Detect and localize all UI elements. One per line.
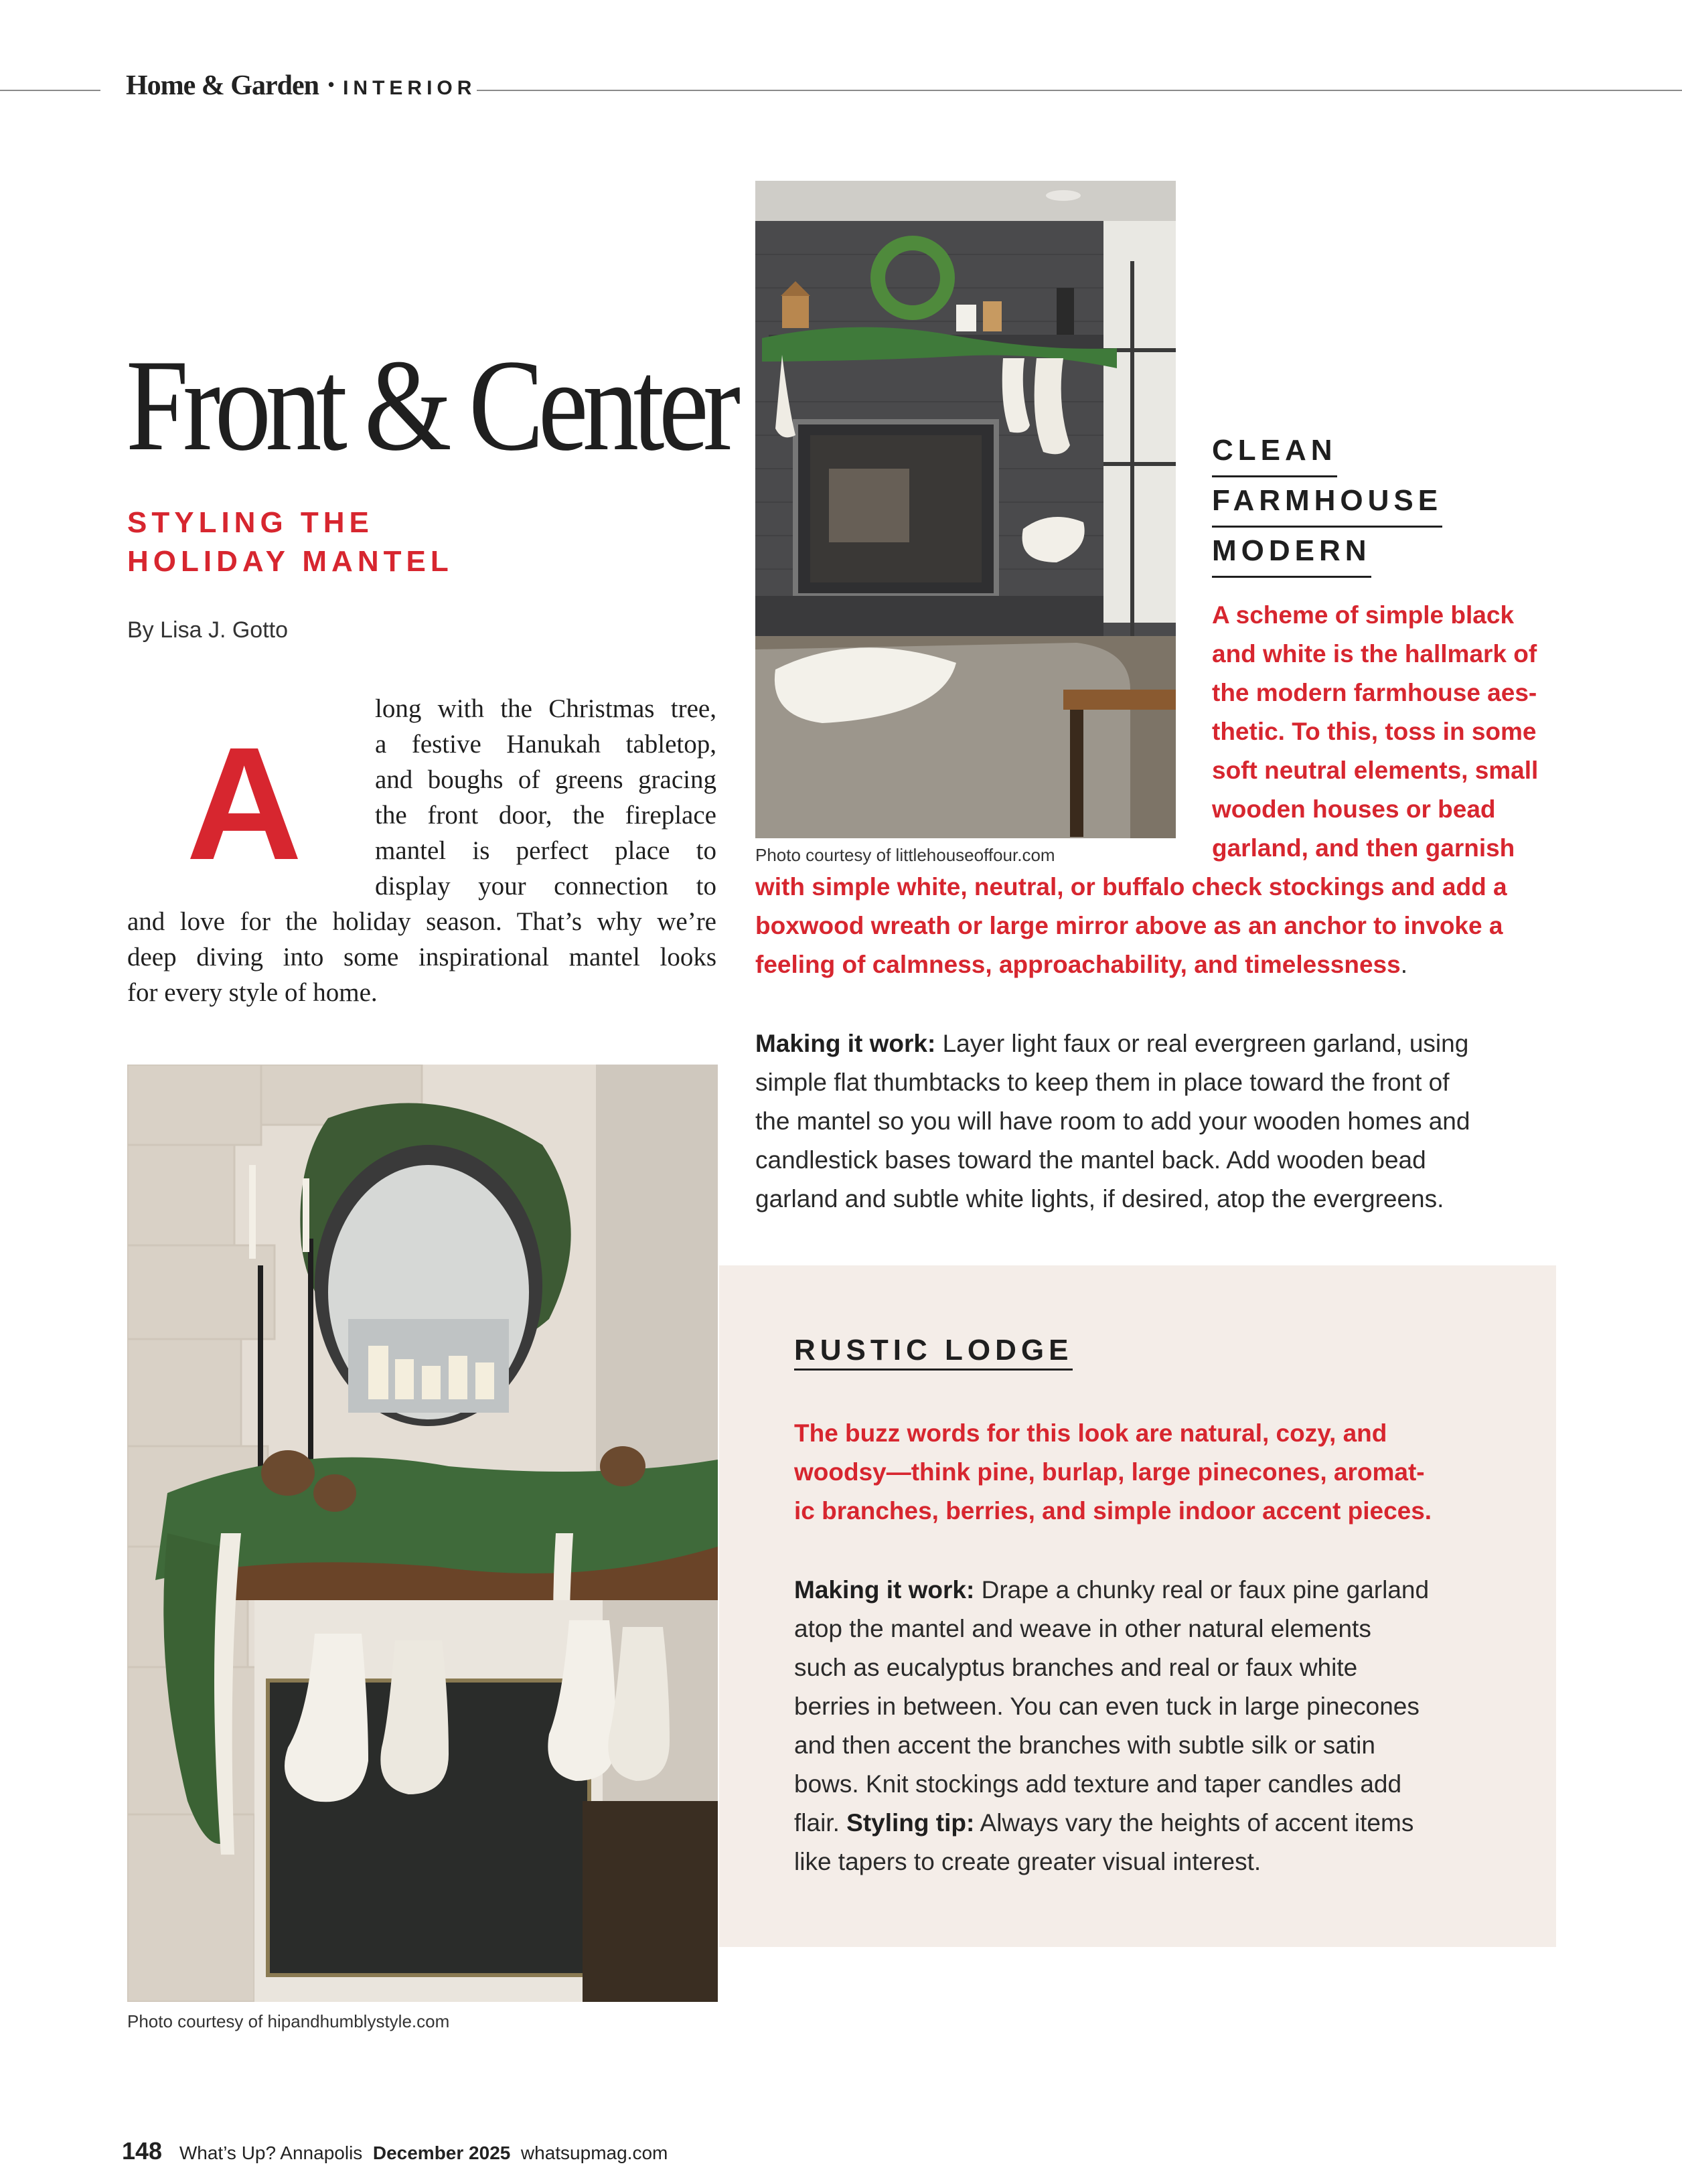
page-number: 148 [122, 2137, 163, 2165]
farmhouse-lead-period: . [1400, 951, 1407, 978]
subtitle-line: HOLIDAY MANTEL [127, 545, 453, 578]
farmhouse-lead-line: wooden houses or bead [1212, 795, 1496, 823]
farmhouse-heading [1212, 427, 1442, 578]
lodge-body-line: such as eucalyptus branches and real or faux white [794, 1654, 1358, 1681]
lodge-mantel-illustration [127, 1065, 718, 2002]
intro-line: deep diving into some inspirational mantel looks [127, 943, 716, 971]
intro-paragraph [127, 691, 716, 1010]
farmhouse-photo-caption: Photo courtesy of littlehouseoffour.com [755, 845, 1055, 865]
lodge-lead [794, 1414, 1537, 1531]
farmhouse-lead-narrow [1212, 596, 1560, 868]
farmhouse-body-line: the mantel so you will have room to add your wooden homes and [755, 1107, 1470, 1135]
article-title: Front & Center [126, 333, 735, 478]
farmhouse-lead-line: and white is the hallmark of [1212, 640, 1537, 668]
intro-line: long with the Christmas tree, [375, 694, 716, 723]
farmhouse-body-line: Layer light faux or real evergreen garland, using [935, 1030, 1469, 1057]
lodge-lead-line: The buzz words for this look are natural, cozy, and [794, 1419, 1387, 1447]
section-header [126, 70, 476, 102]
farmhouse-lead-line: thetic. To this, toss in some [1212, 718, 1537, 745]
farmhouse-mantel-photo [755, 181, 1176, 838]
section-name: Home & Garden [126, 70, 319, 101]
making-it-work-label: Making it work: [794, 1576, 975, 1604]
farmhouse-lead-line: garland, and then garnish [1212, 834, 1515, 862]
making-it-work-label: Making it work: [755, 1030, 936, 1057]
website-link[interactable]: whatsupmag.com [520, 2142, 668, 2163]
byline: By Lisa J. Gotto [127, 617, 288, 643]
lodge-mantel-photo [127, 1065, 718, 2002]
lodge-photo-caption: Photo courtesy of hipandhumblystyle.com [127, 2011, 450, 2031]
header-rule-left [0, 90, 100, 91]
farmhouse-lead-line: the modern farmhouse aes- [1212, 679, 1537, 706]
drop-cap: A [186, 714, 303, 893]
styling-tip-label: Styling tip: [846, 1809, 975, 1837]
lodge-heading-text: RUSTIC LODGE [794, 1334, 1073, 1371]
lodge-lead-line: woodsy—think pine, burlap, large pinecones, aromat- [794, 1458, 1425, 1486]
intro-line: display your connection to [375, 872, 716, 901]
lodge-body-line: atop the mantel and weave in other natural elements [794, 1615, 1371, 1642]
farmhouse-heading-line: FARMHOUSE [1212, 477, 1442, 528]
farmhouse-lead-line: soft neutral elements, small [1212, 757, 1539, 784]
lodge-heading [794, 1334, 1073, 1371]
lodge-lead-line: ic branches, berries, and simple indoor accent pieces. [794, 1497, 1432, 1525]
intro-line: for every style of home. [127, 978, 378, 1007]
lodge-body-line: Drape a chunky real or faux pine garland [974, 1576, 1430, 1604]
intro-line: a festive Hanukah tabletop, [375, 730, 716, 759]
farmhouse-lead-wide [755, 868, 1572, 984]
article-subtitle [127, 503, 730, 581]
intro-line: mantel is perfect place to [375, 836, 716, 865]
farmhouse-lead-line: feeling of calmness, approachability, and timelessness [755, 951, 1401, 978]
farmhouse-lead-line: with simple white, neutral, or buffalo check stockings and add a [755, 873, 1507, 901]
lodge-body-line: and then accent the branches with subtle silk or satin [794, 1731, 1375, 1759]
page-footer [122, 2137, 668, 2165]
intro-line: and boughs of greens gracing [375, 765, 716, 794]
farmhouse-heading-line: MODERN [1212, 528, 1371, 578]
farmhouse-lead-line: A scheme of simple black [1212, 601, 1515, 629]
farmhouse-body-line: candlestick bases toward the mantel back. Add wooden bead [755, 1146, 1426, 1174]
farmhouse-lead-line: boxwood wreath or large mirror above as an anchor to invoke a [755, 912, 1503, 939]
section-category: INTERIOR [343, 77, 477, 99]
issue-date: December 2025 [372, 2142, 511, 2163]
farmhouse-heading-line: CLEAN [1212, 427, 1337, 477]
lodge-body-line: bows. Knit stockings add texture and taper candles add [794, 1770, 1402, 1798]
lodge-body-fragment: Always vary the heights of accent items [974, 1809, 1414, 1837]
farmhouse-mantel-illustration [755, 181, 1176, 838]
farmhouse-body-line: garland and subtle white lights, if desired, atop the evergreens. [755, 1185, 1444, 1213]
publication-name: What’s Up? Annapolis [179, 2142, 363, 2163]
header-separator: • [327, 74, 334, 94]
subtitle-line: STYLING THE [127, 506, 374, 539]
farmhouse-body-line: simple flat thumbtacks to keep them in place toward the front of [755, 1069, 1450, 1096]
lodge-body-line: berries in between. You can even tuck in large pinecones [794, 1693, 1420, 1720]
intro-line: and love for the holiday season. That’s why we’re [127, 907, 716, 936]
lodge-body-fragment: flair. [794, 1809, 847, 1837]
intro-line: the front door, the fireplace [375, 801, 716, 830]
lodge-making-it-work [794, 1571, 1537, 1881]
lodge-body-line: like tapers to create greater visual interest. [794, 1848, 1262, 1875]
header-rule-right [477, 90, 1682, 91]
farmhouse-making-it-work [755, 1024, 1572, 1219]
